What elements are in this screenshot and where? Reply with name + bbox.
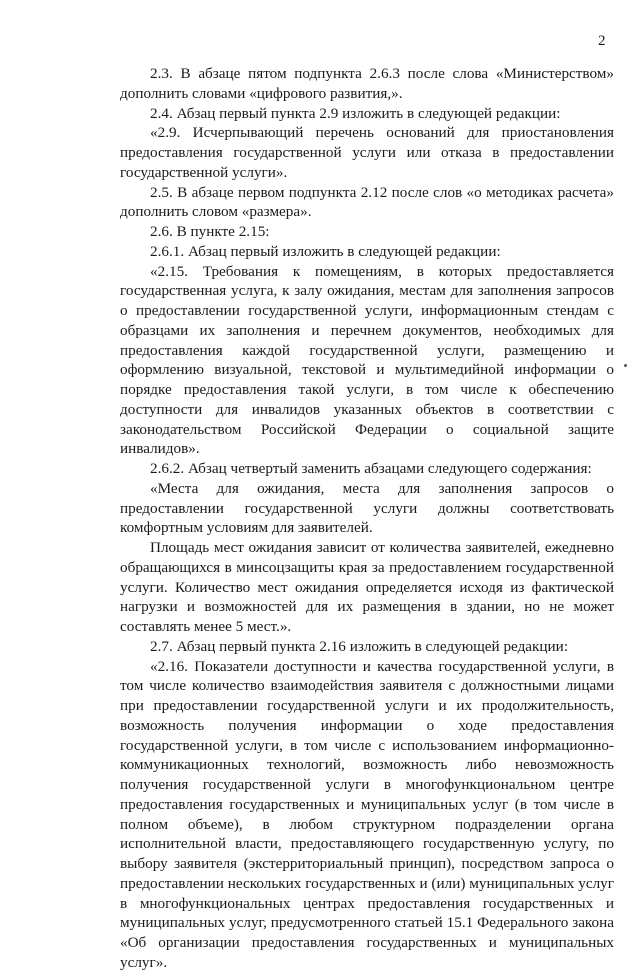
paragraph-2-9-quote: «2.9. Исчерпывающий перечень оснований для приостановления предоставления государственной услуги или отказа в предоставлении государственной услуги». (120, 124, 614, 181)
paragraph-waiting-area-size: Площадь мест ожидания зависит от количества заявителей, ежедневно обращающихся в минсоцзащиты края за предоставлением государственной услуги. Количество мест ожидания определяется исходя из фактической нагрузки и возможностей для их размещения в здании, но не может составлять менее 5 мест.». (120, 539, 614, 635)
paragraph-2-6-1: 2.6.1. Абзац первый изложить в следующей редакции: (150, 242, 501, 260)
paragraph-2-3: 2.3. В абзаце пятом подпункта 2.6.3 после слова «Министерством» дополнить словами «цифрового развития,». (120, 65, 614, 102)
paragraph-2-6: 2.6. В пункте 2.15: (150, 223, 270, 240)
paragraph-2-7: 2.7. Абзац первый пункта 2.16 изложить в следующей редакции: (150, 637, 569, 655)
scan-dot-mark (624, 364, 627, 367)
page-number: 2 (598, 33, 606, 49)
paragraph-2-4: 2.4. Абзац первый пункта 2.9 изложить в следующей редакции: (150, 104, 561, 122)
paragraph-2-16-quote: «2.16. Показатели доступности и качества государственной услуги, в том числе количество взаимодействия заявителя с должностными лицами при предоставлении государственной услуги и их продолжительность, возможность получения информации о ходе предоставления государственной услуги, в том числе с использованием информационно-коммуникационных технологий, возможность либо невозможность получения государственной услуги в многофункциональном центре предоставления государственных и муниципальных услуг (в том числе в полном объеме), в любом структурном подразделении органа исполнительной власти, предоставляющего государственную услугу, по выбору заявителя (экстерриториальный принцип), посредством запроса о предоставлении нескольких государственных и (или) муниципальных услуг в многофункциональных центрах предоставления государственных и муниципальных услуг, предусмотренного статьей 15.1 Федерального закона «Об организации предоставления государственных и муниципальных услуг». (120, 657, 614, 971)
paragraph-2-6-2: 2.6.2. Абзац четвертый заменить абзацами следующего содержания: (150, 460, 592, 477)
paragraph-waiting-places-quote: «Места для ожидания, места для заполнения запросов о предоставлении государственной услуги должны соответствовать комфортным условиям для заявителей. (120, 479, 614, 537)
paragraph-2-5: 2.5. В абзаце первом подпункта 2.12 после слов «о методиках расчета» дополнить словом «размера». (120, 183, 614, 221)
document-body (120, 64, 614, 973)
paragraph-2-15-quote: «2.15. Требования к помещениям, в которых предоставляется государственная услуга, к залу ожидания, местам для заполнения запросов о предоставлении государственной услуги, информационным стендам с образцами их заполнения и перечнем документов, необходимых для предоставления каждой государственной услуги, размещению и оформлению визуальной, текстовой и мультимедийной информации о порядке предоставления такой услуги, в том числе к обеспечению доступности для инвалидов указанных объектов в соответствии с законодательством Российской Федерации о социальной защите инвалидов». (120, 262, 614, 458)
